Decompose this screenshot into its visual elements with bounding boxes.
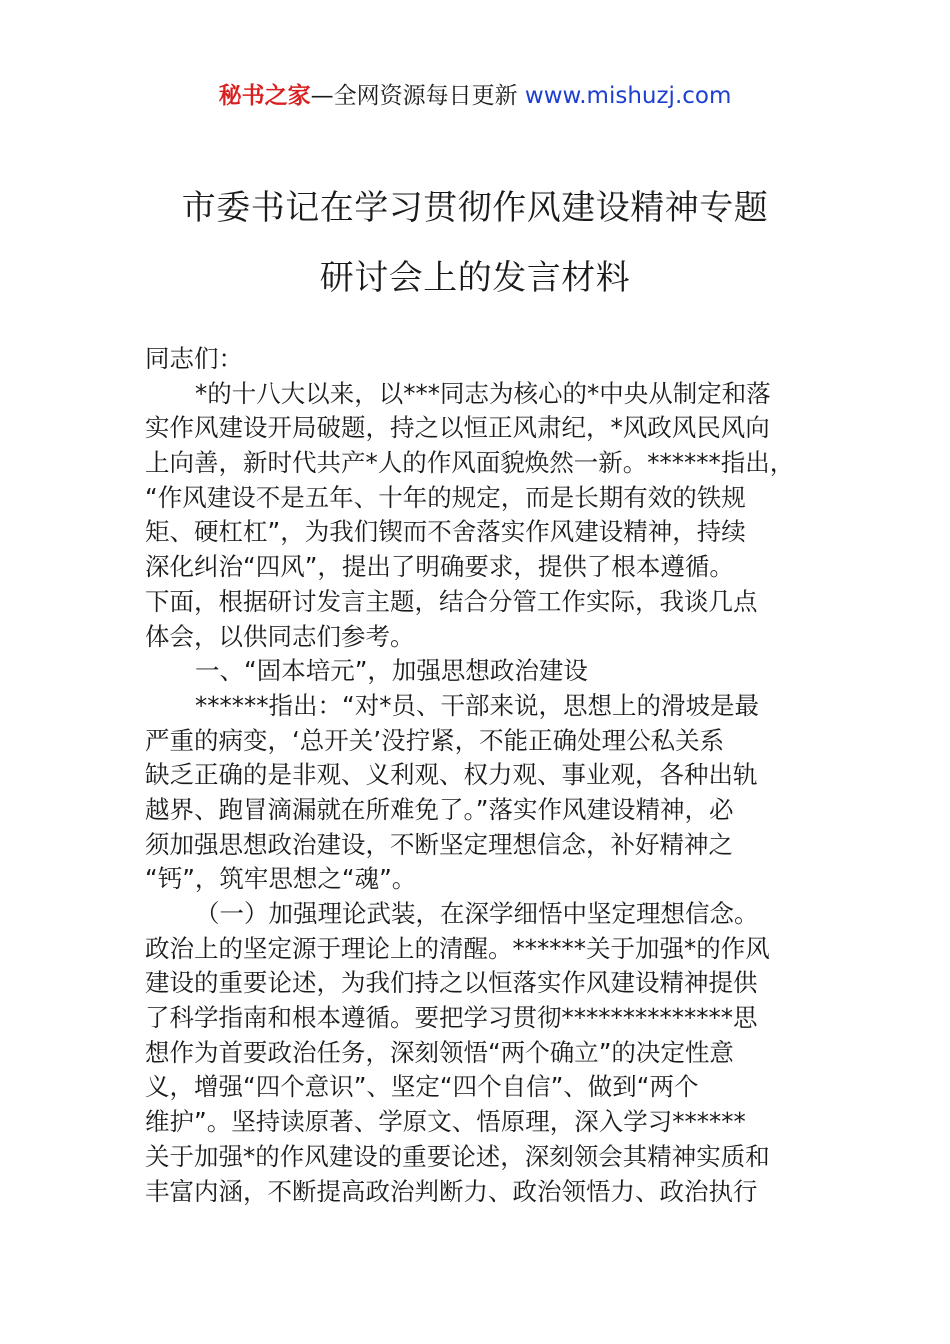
site-banner [0, 80, 950, 112]
body-line: 实作风建设开局破题，持之以恒正风肃纪，*风政风民风向 [145, 413, 770, 443]
body-line: 严重的病变，‘总开关’没拧紧，不能正确处理公私关系 [145, 725, 725, 755]
body-line: 丰富内涵，不断提高政治判断力、政治领悟力、政治执行 [145, 1176, 758, 1206]
body-line: 想作为首要政治任务，深刻领悟“两个确立”的决定性意 [145, 1037, 734, 1067]
body-line: “作风建设不是五年、十年的规定，而是长期有效的铁规 [145, 482, 746, 512]
body-line: *的十八大以来，以***同志为核心的*中央从制定和落 [195, 378, 771, 408]
brand-name: 秘书之家 [218, 83, 311, 109]
body-line: 维护”。坚持读原著、学原文、悟原理，深入学习****** [145, 1107, 746, 1137]
body-line: 缺乏正确的是非观、义利观、权力观、事业观，各种出轨 [145, 760, 758, 790]
document-body [145, 342, 810, 1209]
document-title-line-2: 研讨会上的发言材料 [319, 258, 631, 298]
body-line: 须加强思想政治建设，不断坚定理想信念，补好精神之 [145, 829, 733, 859]
body-line: 了科学指南和根本遵循。要把学习贯彻**************思 [145, 1003, 758, 1033]
body-line: 关于加强*的作风建设的重要论述，深刻领会其精神实质和 [145, 1141, 770, 1171]
body-line: “钙”，筑牢思想之“魂”。 [145, 864, 417, 894]
document-title-line-1: 市委书记在学习贯彻作风建设精神专题 [181, 188, 769, 228]
body-line: 越界、跑冒滴漏就在所难免了。”落实作风建设精神，必 [145, 794, 734, 824]
banner-tagline: —全网资源每日更新 [310, 83, 518, 109]
body-line: 义，增强“四个意识”、坚定“四个自信”、做到“两个 [145, 1072, 699, 1102]
site-url-link[interactable]: www.mishuzj.com [524, 83, 732, 109]
subsection-heading: （一）加强理论武装，在深学细悟中坚定理想信念。 [195, 899, 759, 928]
body-line: 上向善，新时代共产*人的作风面貌焕然一新。******指出， [145, 448, 795, 478]
body-line: 矩、硬杠杠”，为我们锲而不舍落实作风建设精神，持续 [145, 517, 746, 547]
body-line: 建设的重要论述，为我们持之以恒落实作风建设精神提供 [145, 968, 758, 998]
body-line: 下面，根据研讨发言主题，结合分管工作实际，我谈几点 [145, 586, 758, 616]
body-line: 深化纠治“四风”，提出了明确要求，提供了根本遵循。 [145, 552, 734, 582]
salutation: 同志们： [145, 344, 243, 373]
body-line: 体会，以供同志们参考。 [145, 621, 415, 651]
section-heading: 一、“固本培元”，加强思想政治建设 [195, 656, 588, 686]
body-line: 政治上的坚定源于理论上的清醒。******关于加强*的作风 [145, 933, 770, 963]
body-line: ******指出：“对*员、干部来说，思想上的滑坡是最 [195, 690, 759, 720]
